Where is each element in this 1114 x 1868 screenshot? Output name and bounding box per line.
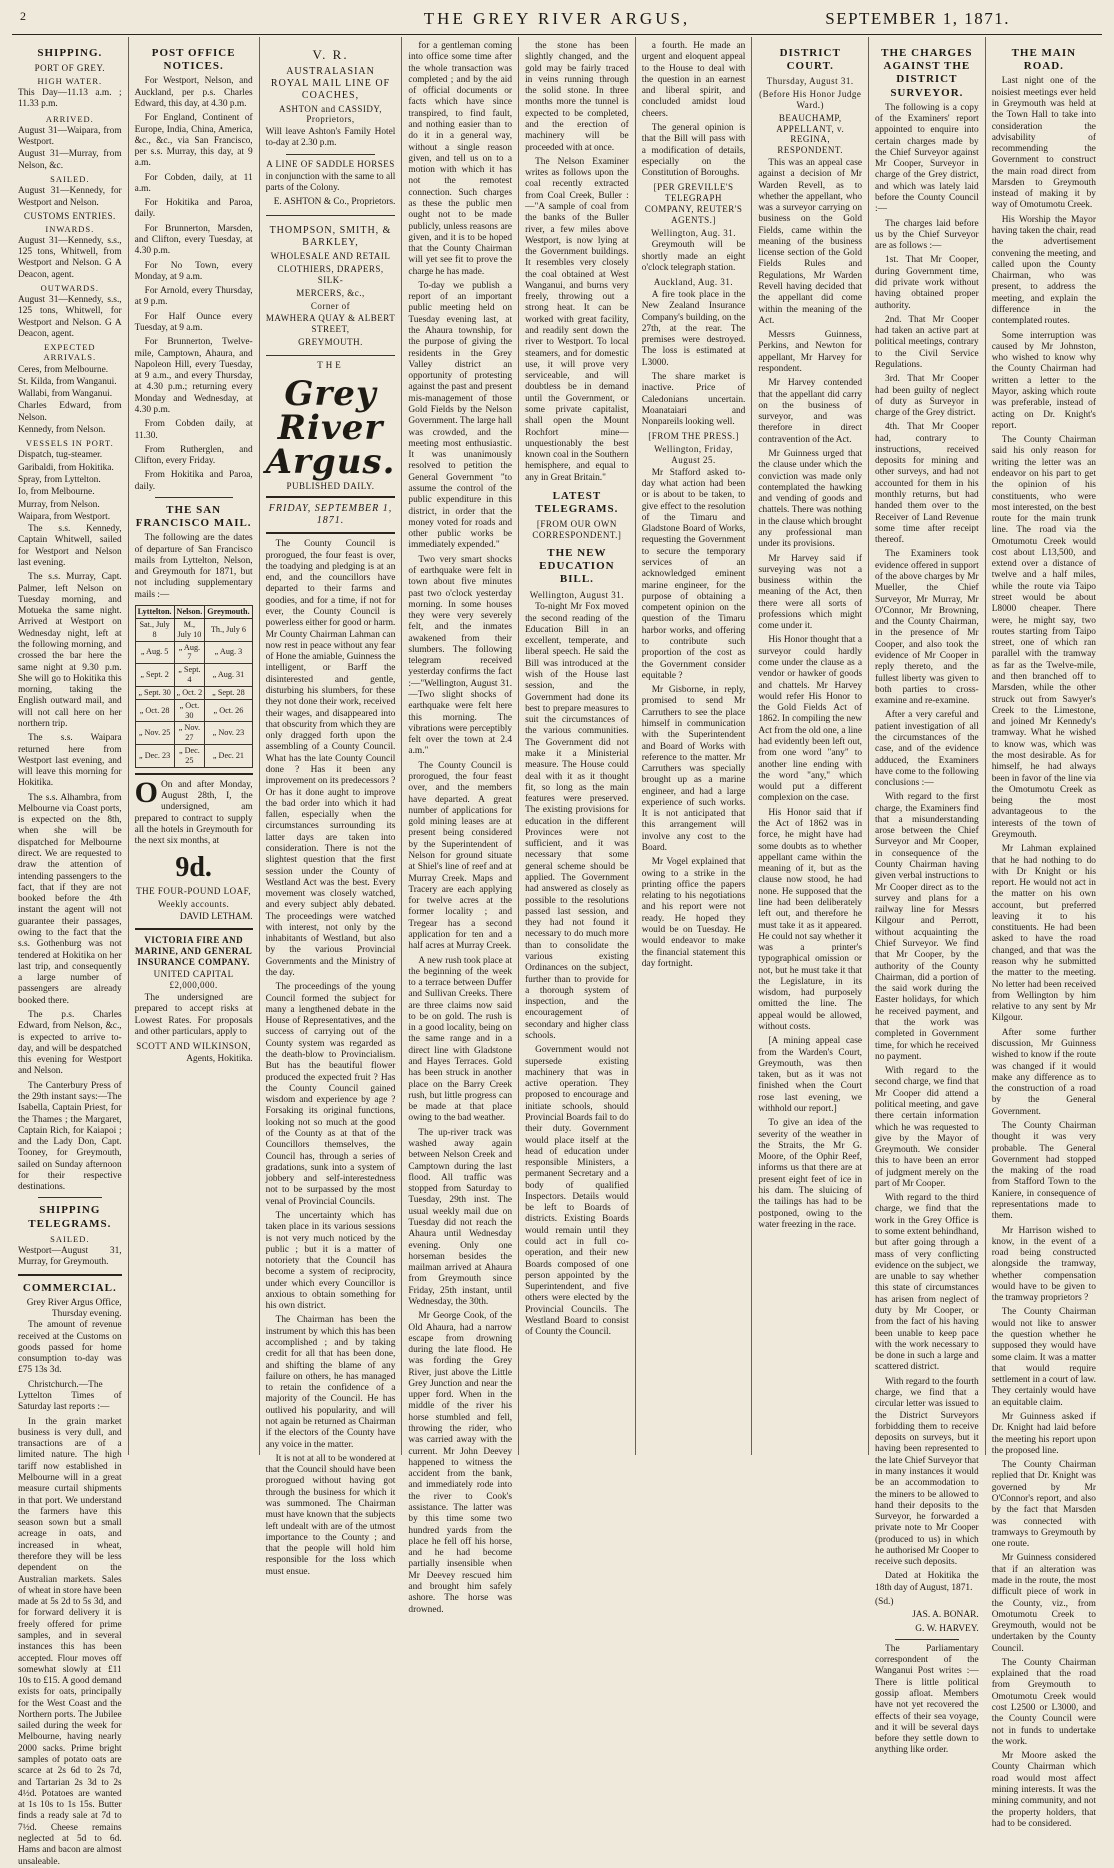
draper-trade-2: CLOTHIERS, DRAPERS, SILK- — [277, 264, 384, 285]
royal-mail-line: AUSTRALASIAN ROYAL MAIL LINE OF COACHES, — [270, 65, 391, 101]
paragraph: It is not at all to be wondered at that the Council should have been prorogued without having got through the business for which it was summoned. The Chairman must have known that the subjects left undealt with are of the utmost importance to the County ; and that the people will hold him responsible for the loss which must ensue. — [265, 1453, 396, 1577]
telegrams-list — [18, 1246, 122, 1269]
inwards-list — [18, 236, 122, 281]
column-2 — [129, 37, 260, 1455]
column-4-body — [408, 41, 512, 1616]
section-heading: THE MAIN ROAD. — [1011, 47, 1077, 73]
table-cell: „ Oct. 2 — [174, 686, 205, 699]
table-header-cell: Lyttelton. — [135, 606, 174, 619]
examiners-signature — [875, 1597, 979, 1635]
paragraph: This was an appeal case against a decision of Mr Warden Revell, as to whether the appellant, who was a surveyor carrying on business on the Gold Fields, came within the meaning of the business license section of the Gold Fields Rules and Regulations, Mr Warden Revell having decided that the appellant did come within the meaning of the Act. — [758, 157, 863, 326]
paragraph: Dated at Hokitika the 18th day of August, 1871. — [875, 1571, 979, 1593]
table-row — [135, 618, 252, 641]
insurance-name: VICTORIA FIRE AND MARINE, AND GENERAL INSURANCE COMPANY. — [135, 934, 253, 967]
list-item: Waipara, from Westport. — [18, 511, 111, 522]
paragraph: The general opinion is that the Bill will pass with a modification of details, especially on the Constitution of Boroughs. — [641, 122, 746, 179]
sailed-list — [18, 186, 122, 209]
table-row — [135, 699, 252, 722]
table-cell: „ Sept. 4 — [174, 664, 205, 687]
column-7 — [752, 37, 869, 1455]
masthead-date: SEPTEMBER 1, 1871. — [825, 9, 1010, 28]
list-item: Dispatch, tug-steamer. — [18, 450, 103, 461]
draper-advert — [266, 220, 396, 355]
section-subheading: (Before His Honor Judge Ward.) — [759, 89, 862, 110]
paragraph: The share market is inactive. Price of Caledonians uncertain. Moanataiari and Nonpareils looking well. — [641, 371, 746, 428]
paragraph: His Worship the Mayor having taken the chair, read the advertisement convening the meeting, and called upon the County Chairman, who was present, to address the meeting, and explain the difference in the contemplated routes. — [991, 214, 1096, 327]
list-item: August 31—Kennedy, for Westport and Nelson. — [18, 186, 122, 208]
paragraph: a fourth. He made an urgent and eloquent appeal to the House to deal with the question in an earnest and liberal spirit, and concluded amidst loud cheers. — [641, 41, 746, 119]
table-row — [135, 664, 252, 687]
paragraph: The County Chairman replied that Dr. Knight was governed by Mr O'Connor's report, and also by the fact that Marsden was connected with tramways to Greymouth by one route. — [991, 1460, 1096, 1550]
inwards-label: INWARDS. — [45, 223, 95, 234]
paragraph: For Half Ounce every Tuesday, at 9 a.m. — [134, 311, 253, 333]
royal-mail-props: ASHTON and CASSIDY, Proprietors, — [279, 103, 382, 125]
paragraph: The County Chairman said his only reason for writing the letter was an endeavor on his part to get the opinion of his constituents, who were most interested, on the best route for the main trunk line. The road via the Omotumotu Creek would cost about L13,500, and extend over a distance of twelve and a half miles, while the route via Taipo street would be about L8000 cheaper. There were, he might say, two routes starting from Taipo street, one of which ran parallel with the tramway as far as the Twelve-mile, and then branched off to Marsden, while the other struck out from Sawyer's Creek to the Limestone, and joined Mr Kennedy's tramway. What he wished to know was, which was the most desirable. As for himself, he had always been in favor of the line via the Omotumotu Creek as being the most advantageous to the interests of the town of Greymouth. — [991, 435, 1096, 840]
paragraph: The s.s. Alhambra, from Melbourne via Coast ports, is expected on the 8th, when she will be dispatched for Melbourne direct. We are requested to draw the attention of intending passengers to the fact, that if they are not booked before the 4th instant the agent will not guarantee their passages, owing to the fact that the s.s. Gothenburg was not tendered at Hokitika on her last trip, and consequently a large number of passengers are already booked there. — [18, 792, 122, 1006]
expected-list — [18, 365, 122, 437]
paragraph: His Honor thought that a surveyor could hardly come under the clause as a vendor or hawker of goods and chattels. Mr Harvey would refer His Honor to the Gold Fields Act of 1862. In compiling the new Act from the old one, a line had evidently been left out, from one word "any" to another line ending with the word "any," which would put a different complexion on the case. — [758, 635, 863, 804]
paragraph: The County Chairman would not like to answer the question whether he supposed they would have some claim. It was a matter that would require settlement in a court of law. They certainly would have an equitable claim. — [991, 1307, 1096, 1408]
column-6-body — [642, 41, 746, 970]
bread-weekly: Weekly accounts. — [158, 898, 230, 909]
divider — [895, 1639, 959, 1640]
list-item: Charles Edward, from Nelson. — [18, 401, 122, 423]
paper-dateline: FRIDAY, SEPTEMBER 1, 1871. — [268, 503, 393, 527]
paragraph: The s.s. Waipara returned here from Westport last evening, and will leave this morning for Hokitika. — [18, 733, 122, 789]
paragraph: The County Chairman explained that the road from Greymouth to Omotumotu Creek would cost L2500 or L3000, and the County Council were not in funds to undertake the work. — [991, 1657, 1096, 1747]
table-cell: „ Dec. 25 — [174, 745, 205, 768]
paragraph: The Examiners took evidence offered in support of the above charges by Mr Mueller, the Chief Surveyor, Mr Murray, Mr O'Connor, Mr Browning, and the County Chairman, in the presence of Mr Cooper, and also took the evidence of Mr Cooper in reply thereto, and the fullest liberty was given to both parties to cross-examine and re-examine. — [875, 549, 979, 707]
paragraph: for a gentleman coming into office some time after the whole transaction was completed ; and by the aid of official documents or facts which have since transpired, to find fault, and nothing easier than to do it in a general way, without a single reason given, and tell us on to a motion with which it has not the remotest connection. Such charges as these the public men ought not to be made publicly, unless reasons are given, and it is to be hoped that the County Chairman will yet see fit to prove the charge he has made. — [408, 41, 513, 277]
table-cell: „ Aug. 31 — [205, 664, 252, 687]
table-row — [135, 722, 252, 745]
paragraph: Some interruption was caused by Mr Johnston, who wished to know why the County Chairman had written a letter to the Mayor, asking which route was preferable, instead of acting on Dr. Knight's report. — [991, 330, 1096, 431]
high-water-label: HIGH WATER. — [37, 75, 103, 86]
paragraph: 2nd. That Mr Cooper had taken an active part at political meetings, contrary to the Civil Service Regulations. — [875, 314, 979, 370]
paragraph: 1st. That Mr Cooper, during Government time, did private work without having obtained proper authority. — [875, 255, 979, 311]
list-item: Kennedy, from Nelson. — [18, 425, 106, 435]
saddle-body: in conjunction with the same to all parts of the Colony. — [265, 171, 396, 193]
table-cell: Sat., July 8 — [135, 618, 174, 641]
paragraph: Mr Moore asked the County Chairman which road would most affect mining interests. It was the mining community, and not the property holders, that had to be considered. — [991, 1751, 1096, 1829]
paragraph: For Westport, Nelson, and Auckland, per p.s. Charles Edward, this day, at 4.30 p.m. — [134, 76, 253, 109]
paragraph: With regard to the fourth charge, we find that a circular letter was issued to the District Surveyors forbidding them to receive deposits on surveys, but it having been represented to the late Chief Surveyor that in many instances it would be an accommodation to the miners to be allowed to hand their deposits to the Surveyor, he forwarded a private note to Mr Cooper (produced to us) in which he authorised Mr Cooper to receive such deposits. — [875, 1376, 979, 1568]
column-9-body — [992, 47, 1096, 1830]
column-9 — [986, 37, 1102, 1829]
outwards-list — [18, 295, 122, 340]
table-cell: M., July 10 — [174, 618, 205, 641]
paragraph: Greymouth will be shortly made an eight o'clock telegraph station. — [641, 240, 746, 273]
section-subheading: [FROM OUR OWN CORRESPONDENT.] — [532, 519, 622, 541]
page-number: 2 — [20, 9, 26, 23]
column-7-body — [758, 47, 862, 1231]
bread-label: THE FOUR-POUND LOAF, — [136, 886, 252, 897]
paragraph: The Parliamentary correspondent of the Wanganui Post writes :—There is little political gossip afloat. Members have not yet recovered the effects of their sea voyage, and it will be several days before they settle down to anything like order. — [875, 1643, 979, 1756]
paragraph: The County Council is prorogued, the four feast over, and the members have departed. A great number of applications for gold mining leases are at present being considered by the Superintendent of Nelson for ground situate at Shiel's line of reef and at Murray Creek. Maps and Tracery are each applying for twelve acres at the former locality ; and Tregear has a second application for ten and a half acres at Murray Creek. — [408, 760, 513, 952]
section-heading: DISTRICT COURT. — [779, 47, 841, 73]
paragraph: With regard to the first charge, the Examiners find that a misunderstanding arose between the Chief Surveyor and Mr Cooper, in consequence of the County Chairman having given verbal instructions to Mr Cooper direct as to the survey and plans for a railway line for Messrs Kilgour and Perrott, without acquainting the Chief Surveyor. We find that Mr Cooper, by the authority of the County Chairman, did a portion of the said work during the Easter holidays, for which he received payment, and that the work was completed in Government time, for which he received no payment. — [875, 792, 979, 1062]
paragraph: The County Council is prorogued, the four feast is over, the toadying and pledging is at an end, and the councillors have departed to their farms and goodies, and for a time, if not for ever, the County Council is powerless either for good or harm. Mr County Chairman Lahman can now rest in peace without any fear of Hone the amiable, Guinness the intelligent, or Barff the disinterested and gentle, disturbing his slumbers, for these they not done their work, received their wages, and disappeared into that obscurity from which they are only dragged forth upon the assembling of a County Council. What has the late County Council done ? Has it been any improvement on its predecessors ? Or has it done aught to improve the bad order into which it had fallen, especially when the circumstances surrounding its latter days are taken into consideration. There is not the slightest question that the first session under the County of Westland Act was the best. Every movement was closely watched, and every subject ably debated. The proceedings were watched with interest, not only by the inhabitants of Westland, but also by the various Provincial Governments and the Ministry of the day. — [265, 539, 396, 979]
paragraph: The up-river track was washed away again between Nelson Creek and Camptown during the last flood. All traffic was stopped from Saturday to Tuesday, 29th inst. The usual weekly mail due on Tuesday did not reach the Ahaura until Wednesday evening. Only one horseman besides the mailman arrived at Ahaura from Greymouth since Friday, 25th instant, until Wednesday, the 30th. — [408, 1127, 513, 1307]
table-row — [135, 745, 252, 768]
list-item: Murray, from Nelson. — [18, 499, 100, 510]
coach-advert — [266, 41, 396, 216]
divider — [286, 154, 376, 155]
bread-price: 9d. — [175, 851, 212, 883]
insurance-town: Agents, Hokitika. — [186, 1053, 253, 1064]
arrived-list — [18, 126, 122, 172]
insurance-body: The undersigned are prepared to accept risks at Lowest Rates. For proposals and other particulars, apply to — [134, 992, 253, 1037]
paragraph: From Cobden daily, at 11.30. — [134, 419, 253, 441]
paragraph: Mr Gisborne, in reply, promised to send Mr Carruthers to see the place himself in communication with the Superintendent and Board of Works with reference to the matter. Mr Carruthers was specially brought up as a marine engineer, and had a large experience of such works. It is not anticipated that this arrangement will involve any cost to the Board. — [641, 685, 746, 854]
signature-name: G. W. HARVEY. — [915, 1623, 979, 1634]
section-subheading: Thursday, August 31. — [766, 76, 854, 87]
table-cell: „ Dec. 23 — [135, 745, 174, 768]
telegrams-sailed-label: SAILED. — [50, 1233, 90, 1244]
divider — [266, 532, 396, 534]
commercial-office: Grey River Argus Office, — [26, 1297, 122, 1308]
section-heading: THE CHARGES AGAINST THE DISTRICT SURVEYOR. — [881, 47, 973, 99]
signature-label: (Sd.) — [875, 1597, 894, 1608]
arrived-label: ARRIVED. — [45, 113, 94, 124]
column-1 — [12, 37, 129, 1867]
divider — [155, 497, 233, 498]
paper-logo: Grey River Argus. — [265, 373, 396, 482]
list-item: August 31—Waipara, from Westport. — [18, 125, 122, 148]
section-subheading: [PER GREVILLE'S TELEGRAPH COMPANY, REUTER'S AGENTS.] — [644, 182, 743, 225]
paragraph: For No Town, every Monday, at 9 a.m. — [134, 260, 253, 282]
paragraph: Mr Harvey said if surveying was not a business within the meaning of the Act, then there were all sorts of professions which might come under it. — [758, 553, 863, 632]
table-cell: „ Oct. 26 — [205, 699, 252, 722]
paragraph: The s.s. Murray, Capt. Palmer, left Nelson on Tuesday morning, and Motueka the same night. Arrived at Westport on Wednesday night, left at the following morning, and crossed the bar here the same night at 9.30 p.m. She will go to Hokitika this morning, taking the English outward mail, and will not call here on her northern trip. — [18, 572, 122, 729]
signature-name: JAS. A. BONAR. — [912, 1610, 979, 1621]
table-cell: „ Nov. 25 — [135, 722, 174, 745]
draper-trade-3: MERCERS, &c., — [296, 287, 365, 298]
paragraph: The p.s. Charles Edward, from Nelson, &c., is expected to arrive to-day, and will be despatched this evening for Westport and Nelson. — [18, 1009, 122, 1077]
table-header-cell: Greymouth. — [205, 606, 252, 619]
column-5-body — [525, 41, 629, 1339]
outwards-label: OUTWARDS. — [40, 282, 99, 293]
table-cell: „ Nov. 23 — [205, 722, 252, 745]
column-8-tail — [875, 1644, 979, 1757]
masthead — [12, 0, 1102, 35]
paragraph: [A mining appeal case from the Warden's Court, Greymouth, was then taken, but as it was not finished when the Court rose last evening, we withhold our report.] — [758, 1036, 863, 1115]
paragraph: From Rutherglen, and Clifton, every Friday. — [134, 444, 253, 467]
paragraph: For England, Continent of Europe, India, China, America, &c., &c., via San Francisco, per s.s. Murray, this day, at 9 a.m. — [134, 113, 253, 169]
section-heading: LATEST TELEGRAMS. — [535, 489, 619, 516]
royal-mail-head: V. R. — [312, 47, 349, 62]
table-header-cell: Nelson. — [174, 606, 205, 619]
paragraph: From Hokitika and Paroa, daily. — [134, 470, 253, 492]
bread-signature: DAVID LETHAM. — [179, 911, 253, 922]
paper-published: PUBLISHED DAILY. — [286, 480, 375, 491]
paragraph: The uncertainty which has taken place in its various sessions is not very much noticed by the public ; but it is a matter of notoriety that the Council has become a system of reciprocity, under which every Councillor is anxious to obtain something for his own district. — [265, 1210, 396, 1312]
paragraph: His Honor said that if the Act of 1862 was in force, he might have had some doubts as to whether appellant came within the meaning of it, but as the clause now stood, he had none. He supposed that the line had been deliberately left out, and therefore he must take it as it appeared. He could not say whether it was a printer's typographical omission or not, but he must take it that the Legislature, in its wisdom, had purposely omitted the line. The appeal would be allowed, without costs. — [758, 807, 863, 1033]
in-port-list — [18, 450, 122, 523]
insurance-agents: SCOTT AND WILKINSON, — [136, 1041, 252, 1052]
list-item: August 31—Murray, from Nelson, &c. — [18, 149, 122, 171]
table-row — [135, 686, 252, 699]
post-office-list — [135, 76, 253, 493]
paragraph: Mr Guinness asked if Dr. Knight had laid before the meeting his report upon the proposed line. — [991, 1412, 1096, 1456]
section-subheading: Auckland, Aug. 31. — [653, 277, 734, 288]
section-subheading: BEAUCHAMP, APPELLANT, v. REGINA, RESPONDENT. — [776, 112, 845, 156]
paragraph: For Cobden, daily, at 11 a.m. — [134, 172, 253, 194]
draper-corner: Corner of — [310, 300, 351, 311]
paragraph: 3rd. That Mr Cooper had been guilty of neglect of duty as Surveyor in charge of the Grey district. — [875, 374, 979, 419]
insurance-capital: UNITED CAPITAL £2,000,000. — [153, 969, 234, 991]
list-item: August 31—Kennedy, s.s., 125 tons, Whitwell, for Westport and Nelson. G A Deacon, agent. — [18, 295, 122, 339]
paragraph: Mr Guinness urged that the clause under which the conviction was made only contemplated the hawking and vending of goods and chattels. There was nothing in the clause which brought any professional man under its provisions. — [758, 448, 863, 550]
paragraph: Mr Vogel explained that owing to a strike in the printing office the papers relating to his negotiations and his report were not ready. He hoped they would be on Tuesday. He would endeavor to make the financial statement this day fortnight. — [641, 857, 746, 969]
in-port-label: VESSELS IN PORT. — [25, 438, 114, 449]
paragraph: Mr Stafford asked to-day what action had been or is about to be taken, to give effect to the resolution of the Timaru and Gladstone Board of Works, requesting the Government to secure the temporary services of an acknowledged eminent marine engineer, for the purpose of obtaining a competent opinion on the question of the Timaru harbor works, and offering to contribute such proportion of the cost as the Government consider equitable ? — [641, 467, 746, 681]
royal-mail-body: Will leave Ashton's Family Hotel to-day at 2.30 p.m. — [265, 127, 396, 149]
list-item: Westport—August 31, Murray, for Greymouth. — [18, 1246, 122, 1268]
draper-address: MAWHERA QUAY & ALBERT STREET, — [265, 313, 396, 335]
paragraph: Mr Harvey contended that the appellant did carry on the business of surveyor, and was therefore in direct contravention of the Act. — [758, 378, 863, 445]
sailed-label: SAILED. — [50, 174, 90, 185]
section-subheading: Wellington, Friday, August 25. — [654, 444, 734, 465]
section-heading: THE NEW EDUCATION BILL. — [539, 546, 615, 586]
paragraph: For Brunnerton, Twelve-mile, Camptown, Ahaura, and Napoleon Hill, every Tuesday, at 9 a.m., and every Thursday, at 4.30 p.m.; returning every Monday and Wednesday, at 4.30 p.m. — [134, 337, 253, 415]
paragraph: A fire took place in the New Zealand Insurance Company's building, on the 27th, at the rear. The premises were destroyed. The loss is estimated at L3000. — [641, 290, 746, 368]
section-subheading: Wellington, Aug. 31. — [651, 227, 737, 238]
list-item: Ceres, from Melbourne. — [18, 364, 109, 375]
commercial-customs: The amount of revenue received at the Customs on goods passed for home consumption to-day was £75 13s 3d. — [18, 1320, 122, 1376]
paragraph: Messrs Guinness, Perkins, and Newton for appellant, Mr Harvey for respondent. — [758, 330, 863, 375]
draper-trade-1: WHOLESALE AND RETAIL — [270, 251, 391, 262]
paper-the: THE — [317, 359, 344, 370]
paragraph: Government would not supersede existing machinery that was in active operation. They proposed to encourage and initiate schools, should Provincial Boards fail to do their duty. Government would place itself at the head of education under responsible Ministers, a permanent Secretary and a body of qualified Inspectors. Details would be left to Boards of districts. Existing Boards would remain until they could act in full co-operation, and their new Boards composed of one person appointed by the Superintendent, and five others were elected by the Provincial Councils. The Westland Board to consist of County the Council. — [525, 1045, 629, 1338]
column-8 — [869, 37, 986, 1756]
divider — [38, 1197, 102, 1198]
table-cell: „ Dec. 21 — [205, 745, 252, 768]
paragraph: The proceedings of the young Council formed the subject for many a lengthened debate in the House of Representatives, and the success of carrying out of the County system was regarded as the death-blow to Provincialism. But has the beautiful flower produced the expected fruit ? Has the County Council gained wisdom and experience by age ? Forsaking its original functions, looking not so much at the good of the County as at that of the Councillors themselves, the Council has, through a series of gradations, sunk into a system of jobbery and self-interestedness not to be surpassed by the most venal of Provincial Councils. — [265, 982, 396, 1207]
paragraph: To-day we publish a report of an important public meeting held on Tuesday evening last, at the Ahaura township, for the purpose of giving the residents in the Grey Valley district an opportunity of protesting against the past and present mis-management of those Gold Fields by the Nelson Government. The large hall was crowded, and the meeting most enthusiastic. It was unanimously resolved to petition the General Government "to assume the control of the public expenditure in this district, in order that the money voted for roads and other public works be immediately expended." — [408, 280, 513, 551]
list-item: St. Kilda, from Wanganui. — [18, 376, 117, 387]
table-header-row — [135, 606, 252, 619]
saddle-title: A LINE OF SADDLE HORSES — [266, 158, 395, 169]
paragraph: After some further discussion, Mr Guinness wished to know if the route was changed if it would make any difference as to the construction of a road by the General Government. — [991, 1027, 1096, 1117]
table-body — [135, 618, 252, 767]
masthead-title: THE GREY RIVER ARGUS, — [423, 9, 691, 28]
commercial-day: Thursday evening. — [51, 1309, 122, 1320]
table-cell: „ Sept. 2 — [135, 664, 174, 687]
high-water-text: This Day—11.13 a.m. ; 11.33 p.m. — [18, 88, 122, 110]
table-row — [135, 641, 252, 664]
columns — [12, 37, 1102, 1867]
section-subheading: Wellington, August 31. — [529, 589, 625, 600]
shipping-telegrams-heading: SHIPPING TELEGRAMS. — [28, 1204, 112, 1230]
commercial-heading: COMMERCIAL. — [22, 1281, 117, 1294]
list-item: Spray, from Lyttelton. — [18, 475, 101, 486]
table-cell: „ Aug. 3 — [205, 641, 252, 664]
editorial-body — [266, 539, 396, 1578]
sf-mail-intro: The following are the dates of departure of San Francisco mails from Lyttelton, Nelson, and Greymouth for 1871, but not including supplementary mails :— — [134, 533, 253, 600]
column-4 — [402, 37, 519, 1615]
list-item: August 31—Kennedy, s.s., 125 tons, Whitwell, from Westport and Nelson. G A Deacon, agent. — [18, 235, 122, 280]
divider — [18, 1274, 122, 1276]
table-cell: „ Sept. 28 — [205, 686, 252, 699]
paragraph: With regard to the third charge, we find that the work in the Grey Office is to some extent behindhand, but after going through a mass of very conflicting evidence on the subject, we are unable to say whether this state of circumstances has arisen from neglect of duty by Mr Cooper, or from the fact of his having been unable to keep pace with the work necessary to be done in such a large and scattered district. — [875, 1193, 979, 1373]
table-cell: „ Aug. 5 — [135, 641, 174, 664]
shipping-heading: SHIPPING. — [37, 47, 103, 59]
divider — [135, 928, 253, 930]
paragraph: The Chairman has been the instrument by which this has been accomplished ; and by taking credit for all that has been done, and shifting the blame of any failure on others, he has managed to retain the confidence of a majority of the Council. He has outlived his popularity, and will not again be returned as Chairman if the electors of the County have any voice in the matter. — [265, 1315, 396, 1450]
paragraph: Mr Harrison wished to know, in the event of a road being constructed alongside the tramway, whether compensation would have to be given to the tramway proprietors ? — [991, 1225, 1096, 1304]
column-5 — [519, 37, 636, 1455]
column-3 — [260, 37, 403, 1577]
saddle-signature: E. ASHTON & Co., Proprietors. — [273, 197, 396, 208]
paragraph: With regard to the second charge, we find that Mr Cooper did attend a political meeting, and gave there certain information which he was requested to give by the Mayor of Greymouth. We consider this to have been an error of judgment merely on the part of Mr Cooper. — [875, 1066, 979, 1189]
draper-firm: THOMPSON, SMITH, & BARKLEY, — [269, 225, 392, 249]
paragraph: After a very careful and patient investigation of all the circumstances of the case, and of the evidence adduced, the Examiners have come to the following conclusions :— — [875, 710, 979, 789]
paragraph: The charges laid before us by the Chief Surveyor are as follows :— — [875, 218, 979, 252]
divider — [135, 773, 253, 775]
paragraph: The Nelson Examiner writes as follows upon the coal recently extracted from Coal Creek, Buller :—"A sample of coal from the banks of the Buller river, a few miles above Westport, is now lying at the Government buildings. It resembles very closely the coal obtained at West Wanganui, and burns very freely, throwing out a strong heat. It can be worked with great facility, and readily sent down the river to Westport. To local steamers, and for domestic use, it will prove very serviceable, and will doubtless be in demand until the Government, or some private capitalist, shall open the Mount Rochfort mine—unquestionably the best known coal in the Southern hemisphere, and equal to any in Great Britain." — [525, 156, 629, 483]
paragraph: For Hokitika and Paroa, daily. — [134, 198, 253, 220]
paragraph: the stone has been slightly changed, and the gold may be fairly traced in veins running through the solid stone. In three months more the tunnel is expected to be completed, and the erection of machinery will be proceeded with at once. — [525, 41, 629, 153]
paragraph: The following is a copy of the Examiners' report appointed to enquire into certain charges made by the Chief Surveyor against Mr Cooper, Surveyor in charge of the Grey district, and which was lately laid before the County Council :— — [875, 102, 979, 215]
divider — [266, 496, 396, 498]
paragraph: The Canterbury Press of the 29th instant says:—The Isabella, Captain Priest, for the Thames ; the Margaret, Captain Rich, for Kaiapoi ; and the Lady Don, Capt. Tooney, for Greymouth, sailed on Sunday afternoon for their respective destinations. — [18, 1080, 122, 1193]
table-cell: „ Nov. 27 — [174, 722, 205, 745]
bread-notice — [134, 775, 253, 848]
paragraph: The County Chairman thought it was very probable. The General Government had stopped the making of the road from Stafford Town to the Kaniere, in consequence of representations made to them. — [991, 1120, 1096, 1222]
sf-mail-table — [135, 605, 253, 768]
expected-label: EXPECTED ARRIVALS. — [43, 342, 97, 363]
paragraph: Mr George Cook, of the Old Ahaura, had a narrow escape from drowning during the late flood. He was fording the Grey River, just above the Little Grey Junction and near the upper ford. When in the middle of the river his horse stumbled and fell, throwing the rider, who was carried away with the current. Mr John Deevey happened to witness the accident from the bank, and immediately rode into the river to Cook's assistance. The latter was by this time some two hundred yards from the place he fell off his horse, and he had become partially insensible when Mr Deevey rescued him and brought him safely ashore. The horse was drowned. — [408, 1311, 513, 1615]
column-8-body — [875, 47, 979, 1594]
paragraph: Mr Guinness considered that if an alteration was made in the route, the most difficult piece of work in the County, viz., from Omotumotu Creek to Greymouth, would not be undertaken by the County Council. — [991, 1553, 1096, 1654]
bread-notice-text: On and after Monday, August 28th, I, the undersigned, am prepared to contract to supply all the hotels in Greymouth for the next six months, at — [134, 779, 253, 847]
table-cell: „ Aug. 7 — [174, 641, 205, 664]
table-cell: „ Oct. 30 — [174, 699, 205, 722]
sf-mail-heading: THE SAN FRANCISCO MAIL. — [135, 503, 252, 530]
port-heading: PORT OF GREY. — [34, 63, 106, 74]
paragraph: Mr Lahman explained that he had nothing to do with Dr Knight or his report. He would not act in the matter on his own account, but preferred leaving it to his constituents. He had been asked to have the road changed, and that was the reason why he submitted the matter to the meeting. No letter had been received from Wellington by him relative to any sent by Mr Kilgour. — [991, 844, 1096, 1024]
table-cell: Th., July 6 — [205, 618, 252, 641]
paragraph: The s.s. Kennedy, Captain Whitwell, sailed for Westport and Nelson last evening. — [18, 524, 122, 568]
paragraph: 4th. That Mr Cooper had, contrary to instructions, received deposits for mining and other surveys, and had not accounted for them in his monthly returns, but had handed them over to the Receiver of Land Revenue some time after receipt thereof. — [875, 422, 979, 546]
paragraph: Last night one of the noisiest meetings ever held in Greymouth was held at the Town Hall to take into consideration the advisability of recommending the Government to construct the main road direct from Marsden to Greymouth instead of making it by way of Omotumotu Creek. — [991, 76, 1096, 211]
shipping-paragraphs — [18, 524, 122, 1193]
paragraph: A new rush took place at the beginning of the week to a terrace between Duffer and Sullivan Creeks. There are three claims now said to be on gold. The rush is in a good locality, being on the same range and in a direct line with Gladstone and Hayes Terraces. Gold has been struck in another place on the Barry Creek rush, but little progress can be made at that place owing to the bad weather. — [408, 955, 513, 1124]
customs-heading: CUSTOMS ENTRIES. — [23, 210, 116, 221]
column-6 — [636, 37, 753, 1455]
table-cell: „ Oct. 28 — [135, 699, 174, 722]
dropcap: O — [134, 775, 158, 809]
list-item: Io, from Melbourne. — [18, 487, 95, 498]
commercial-report: In the grain market business is very dull, and transactions are of a limited nature. The high tariff now established in Melbourne will in a great measure curtail shipments in that port. We understand the farmers have this season sown but a small acreage in oats, and increased in wheat, therefore they will be less dependent on the Australian markets. Sales of wheat in store have been made at 5s 2d to 5s 3d, and for forward delivery it is freely offered for prime samples, and in several instances this has been accepted. Flour moves off somewhat slowly at £11 10s to £15. A good demand exists for oats, principally for the West Coast and the Northern ports. The Jubilee sailed during the week for Melbourne, having nearly 2000 sacks. Prime bright samples of potato oats are scarce at 2s 6d to 2s 7d, and Tartarian 2s 3d to 2s 4½d. Potatoes are wanted at 1s 10s to 1s 15s. Butter finds a ready sale at 7d to 7½d. Cheese remains neglected at 5d to 6d. Hams and bacon are almost unsaleable. — [18, 1416, 122, 1867]
paragraph: For Brunnerton, Marsden, and Clifton, every Tuesday, at 4.30 p.m. — [134, 223, 253, 257]
draper-town: GREYMOUTH. — [298, 336, 363, 347]
list-item: Garibaldi, from Hokitika. — [18, 462, 114, 473]
paragraph: To give an idea of the severity of the weather in the Straits, the Mr G. Moore, of the Ophir Reef, informs us that there are at present eight feet of ice in his dam. The sluicing of the tailings has had to be postponed, owing to the water freezing in the race. — [758, 1118, 863, 1230]
paragraph: To-night Mr Fox moved the second reading of the Education Bill in an excellent, temperate, and liberal speech. He said the Bill was introduced at the wish of the House last session, and the Government had done its best to prepare measures to suit the circumstances of the various communities. The Government did not make it a Ministerial measure. The House could deal with it as it thought fit, so long as the main features were preserved. The existing provisions for education in the different Provinces were not sufficient, and it was necessary that some general scheme should be applied. The Government had answered as closely as possible to the resolutions passed last session, and they had not found it necessary to do much more than to consolidate the various existing Ordinances on the subject, further than to provide for a thorough system of inspection, and the encouragement of secondary and higher class schools. — [525, 602, 629, 1041]
list-item: Wallabi, from Wanganui. — [18, 389, 113, 400]
post-office-heading: POST OFFICE NOTICES. — [151, 47, 236, 73]
paragraph: Two very smart shocks of earthquake were felt in town about five minutes past two o'clock yesterday morning. In some houses they were very severely felt, and the inmates awakened from their slumbers. The following telegram received yesterday confirms the fact :—"Wellington, August 31.—Two slight shocks of earthquake were felt here this morning. The vibrations were perceptibly felt over the town at 2.4 a.m." — [408, 554, 513, 757]
commercial-christchurch: Christchurch.—The Lyttelton Times of Saturday last reports :— — [18, 1379, 122, 1413]
paragraph: For Arnold, every Thursday, at 9 p.m. — [134, 286, 253, 308]
section-subheading: [FROM THE PRESS.] — [648, 431, 739, 442]
table-cell: „ Sept. 30 — [135, 686, 174, 699]
